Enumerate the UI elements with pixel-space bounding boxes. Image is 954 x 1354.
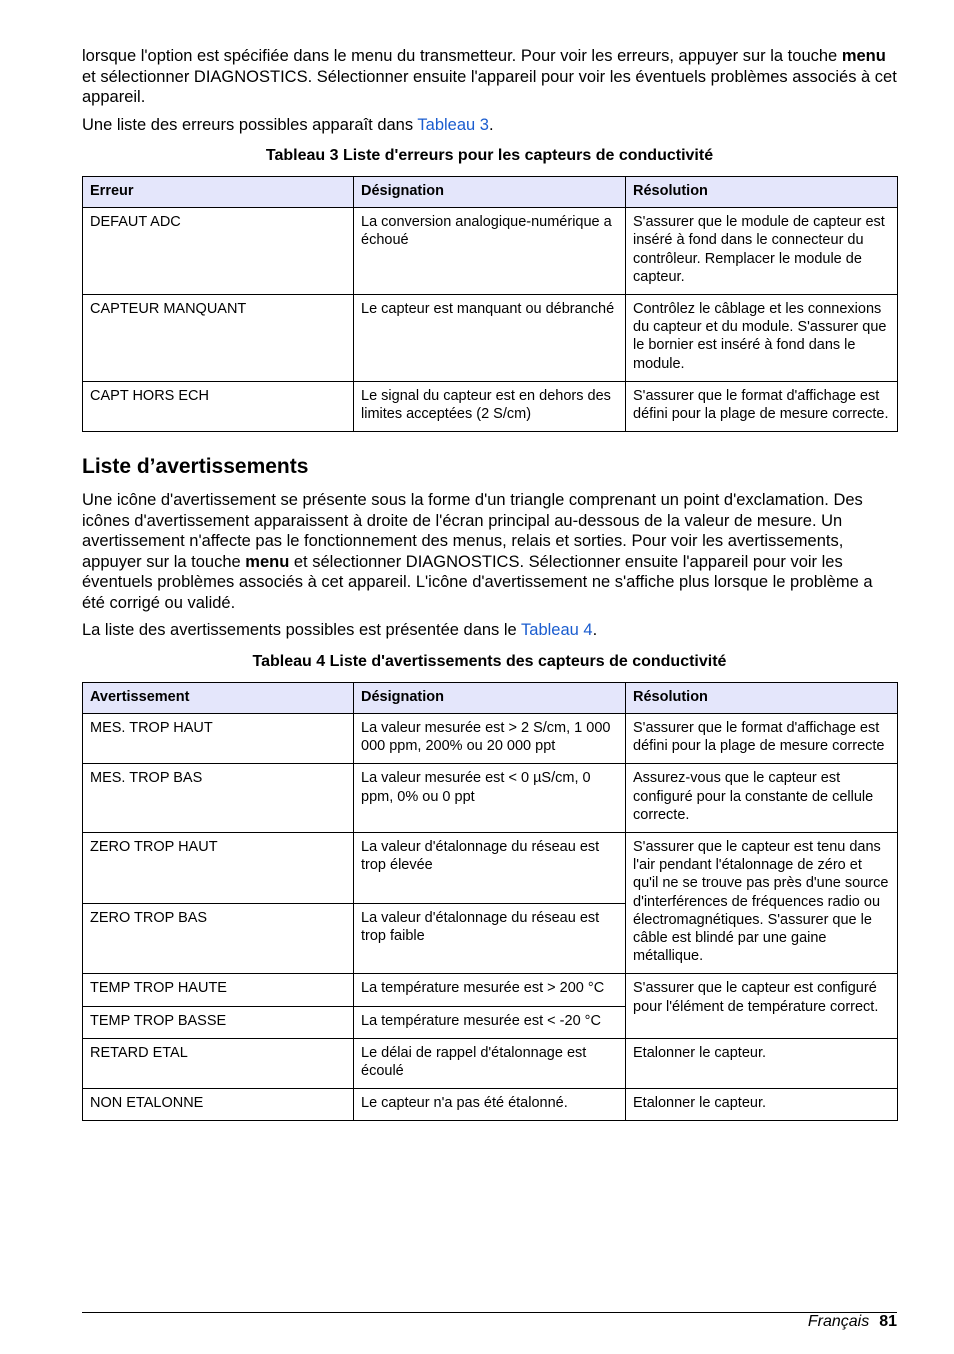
- table-cell: ZERO TROP BAS: [83, 903, 354, 974]
- table-cell: Contrôlez le câblage et les connexions du capteur et du module. S'assurer que le bornier est inséré à fond dans le module.: [626, 295, 898, 382]
- table-row: [83, 713, 898, 763]
- table-cell: S'assurer que le capteur est tenu dans l'air pendant l'étalonnage de zéro et qu'il ne se trouve pas près d'une source d'interférences de fréquences radio ou électromagnétiques. S'assurer que le câble est blindé par une gaine métallique.: [626, 832, 898, 973]
- table-cell: Etalonner le capteur.: [626, 1089, 898, 1121]
- table-cell: S'assurer que le format d'affichage est défini pour la plage de mesure correcte: [626, 713, 898, 763]
- warnings-reference-paragraph: La liste des avertissements possibles est présentée dans le Tableau 4.: [82, 621, 598, 640]
- table-cell: DEFAUT ADC: [83, 208, 354, 295]
- table-cell: La température mesurée est < -20 °C: [354, 1006, 626, 1038]
- tableau-4-link[interactable]: Tableau 4: [521, 621, 593, 640]
- column-header: Résolution: [626, 682, 898, 713]
- table-row: [83, 1038, 898, 1088]
- table-row: [83, 974, 898, 1006]
- intro-reference-paragraph: Une liste des erreurs possibles apparaît dans Tableau 3.: [82, 115, 494, 134]
- tableau-3-link[interactable]: Tableau 3: [417, 115, 489, 134]
- table-cell: TEMP TROP BASSE: [83, 1006, 354, 1038]
- table-cell: La valeur mesurée est > 2 S/cm, 1 000 000 ppm, 200% ou 20 000 ppt: [354, 713, 626, 763]
- table-cell: La valeur d'étalonnage du réseau est trop faible: [354, 903, 626, 974]
- table-cell: La conversion analogique-numérique a échoué: [354, 208, 626, 295]
- table-cell: S'assurer que le module de capteur est inséré à fond dans le connecteur du contrôleur. Remplacer le module de capteur.: [626, 208, 898, 295]
- column-header: Désignation: [354, 177, 626, 208]
- errors-table: [82, 176, 898, 432]
- table-cell: RETARD ETAL: [83, 1038, 354, 1088]
- table-row: [83, 764, 898, 833]
- table-3-caption: Tableau 3 Liste d'erreurs pour les capteurs de conductivité: [265, 147, 714, 164]
- table-cell: MES. TROP BAS: [83, 764, 354, 833]
- footer-divider: [82, 1312, 897, 1313]
- column-header: Avertissement: [83, 682, 354, 713]
- table-header-row: [83, 177, 898, 208]
- table-row: [83, 208, 898, 295]
- table-cell: MES. TROP HAUT: [83, 713, 354, 763]
- table-header-row: [83, 682, 898, 713]
- table-cell: S'assurer que le capteur est configuré pour l'élément de température correct.: [626, 974, 898, 1038]
- column-header: Erreur: [83, 177, 354, 208]
- table-cell: La valeur d'étalonnage du réseau est trop élevée: [354, 832, 626, 903]
- table-cell: CAPTEUR MANQUANT: [83, 295, 354, 382]
- table-cell: Le capteur est manquant ou débranché: [354, 295, 626, 382]
- section-heading: Liste d’avertissements: [82, 455, 309, 479]
- table-row: [83, 1089, 898, 1121]
- table-cell: S'assurer que le format d'affichage est défini pour la plage de mesure correcte.: [626, 381, 898, 431]
- table-row: [83, 832, 898, 903]
- table-cell: NON ETALONNE: [83, 1089, 354, 1121]
- table-cell: ZERO TROP HAUT: [83, 832, 354, 903]
- column-header: Résolution: [626, 177, 898, 208]
- table-cell: Le capteur n'a pas été étalonné.: [354, 1089, 626, 1121]
- table-cell: Etalonner le capteur.: [626, 1038, 898, 1088]
- column-header: Désignation: [354, 682, 626, 713]
- table-cell: Le délai de rappel d'étalonnage est écoulé: [354, 1038, 626, 1088]
- page-footer: [808, 1312, 897, 1332]
- warnings-paragraph: Une icône d'avertissement se présente sous la forme d'un triangle comprenant un point d'exclamation. Des icônes d'avertissement apparaissent à droite de l'écran principal au-dessous de la valeur de mesure. Un avertissement n'affecte pas le fonctionnement des menus, relais et sorties. Pour voir les avertissements, appuyer sur la touche menu et sélectionner DIAGNOSTICS. Sélectionner ensuite l'appareil pour voir les éventuels problèmes associés à cet appareil. L'icône d'avertissement ne s'affiche plus lorsque le problème a été corrigé ou validé.: [82, 491, 873, 612]
- table-cell: La température mesurée est > 200 °C: [354, 974, 626, 1006]
- table-cell: TEMP TROP HAUTE: [83, 974, 354, 1006]
- footer-language: Français: [807, 1313, 870, 1330]
- intro-paragraph: lorsque l'option est spécifiée dans le menu du transmetteur. Pour voir les erreurs, appuyer sur la touche menu et sélectionner DIAGNOSTICS. Sélectionner ensuite l'appareil pour voir les éventuels problèmes associés à cet appareil.: [82, 47, 897, 106]
- table-cell: CAPT HORS ECH: [83, 381, 354, 431]
- table-cell: Le signal du capteur est en dehors des limites acceptées (2 S/cm): [354, 381, 626, 431]
- table-cell: Assurez-vous que le capteur est configuré pour la constante de cellule correcte.: [626, 764, 898, 833]
- page-number: 81: [879, 1313, 897, 1330]
- warnings-table: [82, 682, 898, 1122]
- table-row: [83, 381, 898, 431]
- table-cell: La valeur mesurée est < 0 µS/cm, 0 ppm, 0% ou 0 ppt: [354, 764, 626, 833]
- page-content: [82, 46, 897, 1121]
- table-row: [83, 295, 898, 382]
- table-4-caption: Tableau 4 Liste d'avertissements des capteurs de conductivité: [252, 652, 727, 670]
